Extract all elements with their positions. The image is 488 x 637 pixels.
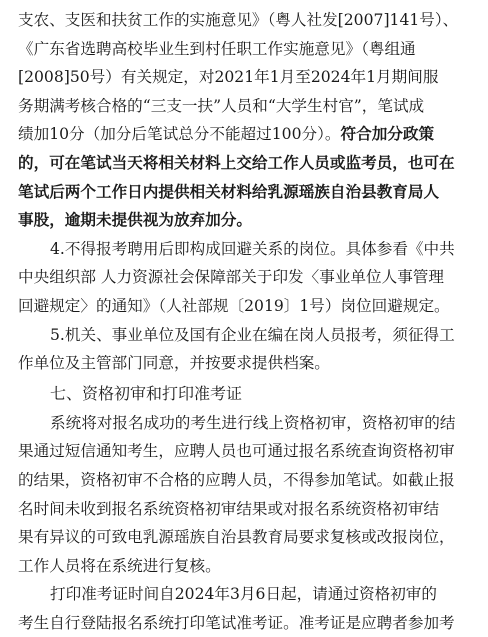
text-line: 果有异议的可致电乳源瑶族自治县教育局要求复核或改报岗位， (18, 528, 455, 547)
text-line: 考生自行登陆报名系统打印笔试准考证。准考证是应聘者参加考 (18, 613, 455, 632)
text-line: 果通过短信通知考生，应聘人员也可通过报名系统查询资格初审 (18, 442, 455, 461)
paragraph-item-5 (18, 321, 474, 378)
text-line: 回避规定〉的通知》（人社部规〔2019〕1号）岗位回避规定。 (18, 296, 450, 315)
paragraph-qualification-review (18, 409, 474, 581)
paragraph-bonus-policy (18, 6, 474, 235)
text-line: 中央组织部 人力资源社会保障部关于印发〈事业单位人事管理 (18, 268, 444, 287)
paragraph-admission-ticket (18, 580, 474, 637)
text-line: 系统将对报名成功的考生进行线上资格初审，资格初审的结 (50, 413, 456, 432)
text-line: 5.机关、事业单位及国有企业在编在岗人员报考，须征得工 (50, 325, 455, 344)
section-heading: 七、资格初审和打印准考证 (50, 383, 243, 403)
bold-text-line: 事股，逾期未提供视为放弃加分。 (18, 210, 252, 230)
text-line (18, 120, 474, 149)
paragraph-item-4 (18, 235, 474, 321)
text-line: [2008]50号）有关规定，对2021年1月至2024年1月期间服 (18, 68, 439, 87)
bold-text-line: 的，可在笔试当天将相关材料上交给工作人员或监考员，也可在 (18, 152, 455, 172)
text-line: 4.不得报考聘用后即构成回避关系的岗位。具体参看《中共 (50, 239, 455, 258)
text-line: 打印准考证时间自2024年3月6日起，请通过资格初审的 (50, 585, 437, 604)
bold-text-span: 符合加分政策 (340, 124, 435, 144)
text-line: 名时间未收到报名系统资格初审结果或对报名系统资格初审结 (18, 499, 440, 518)
text-line: 作单位及主管部门同意，并按要求提供档案。 (18, 354, 330, 373)
text-line: 务期满考核合格的“三支一扶”人员和“大学生村官”，笔试成 (18, 96, 425, 115)
text-line: 《广东省选聘高校毕业生到村任职工作实施意见》（粤组通 (18, 39, 416, 58)
bold-text-line: 笔试后两个工作日内提供相关材料给乳源瑶族自治县教育局人 (18, 181, 440, 201)
text-line: 工作人员将在系统进行复核。 (18, 556, 221, 575)
text-line: 支农、支医和扶贫工作的实施意见》（粤人社发[2007]141号）、 (18, 11, 459, 29)
text-span: 绩加10分（加分后笔试总分不能超过100分）。 (18, 125, 341, 144)
text-line: 的结果，资格初审不合格的应聘人员，不得参加笔试。如截止报 (18, 470, 455, 489)
